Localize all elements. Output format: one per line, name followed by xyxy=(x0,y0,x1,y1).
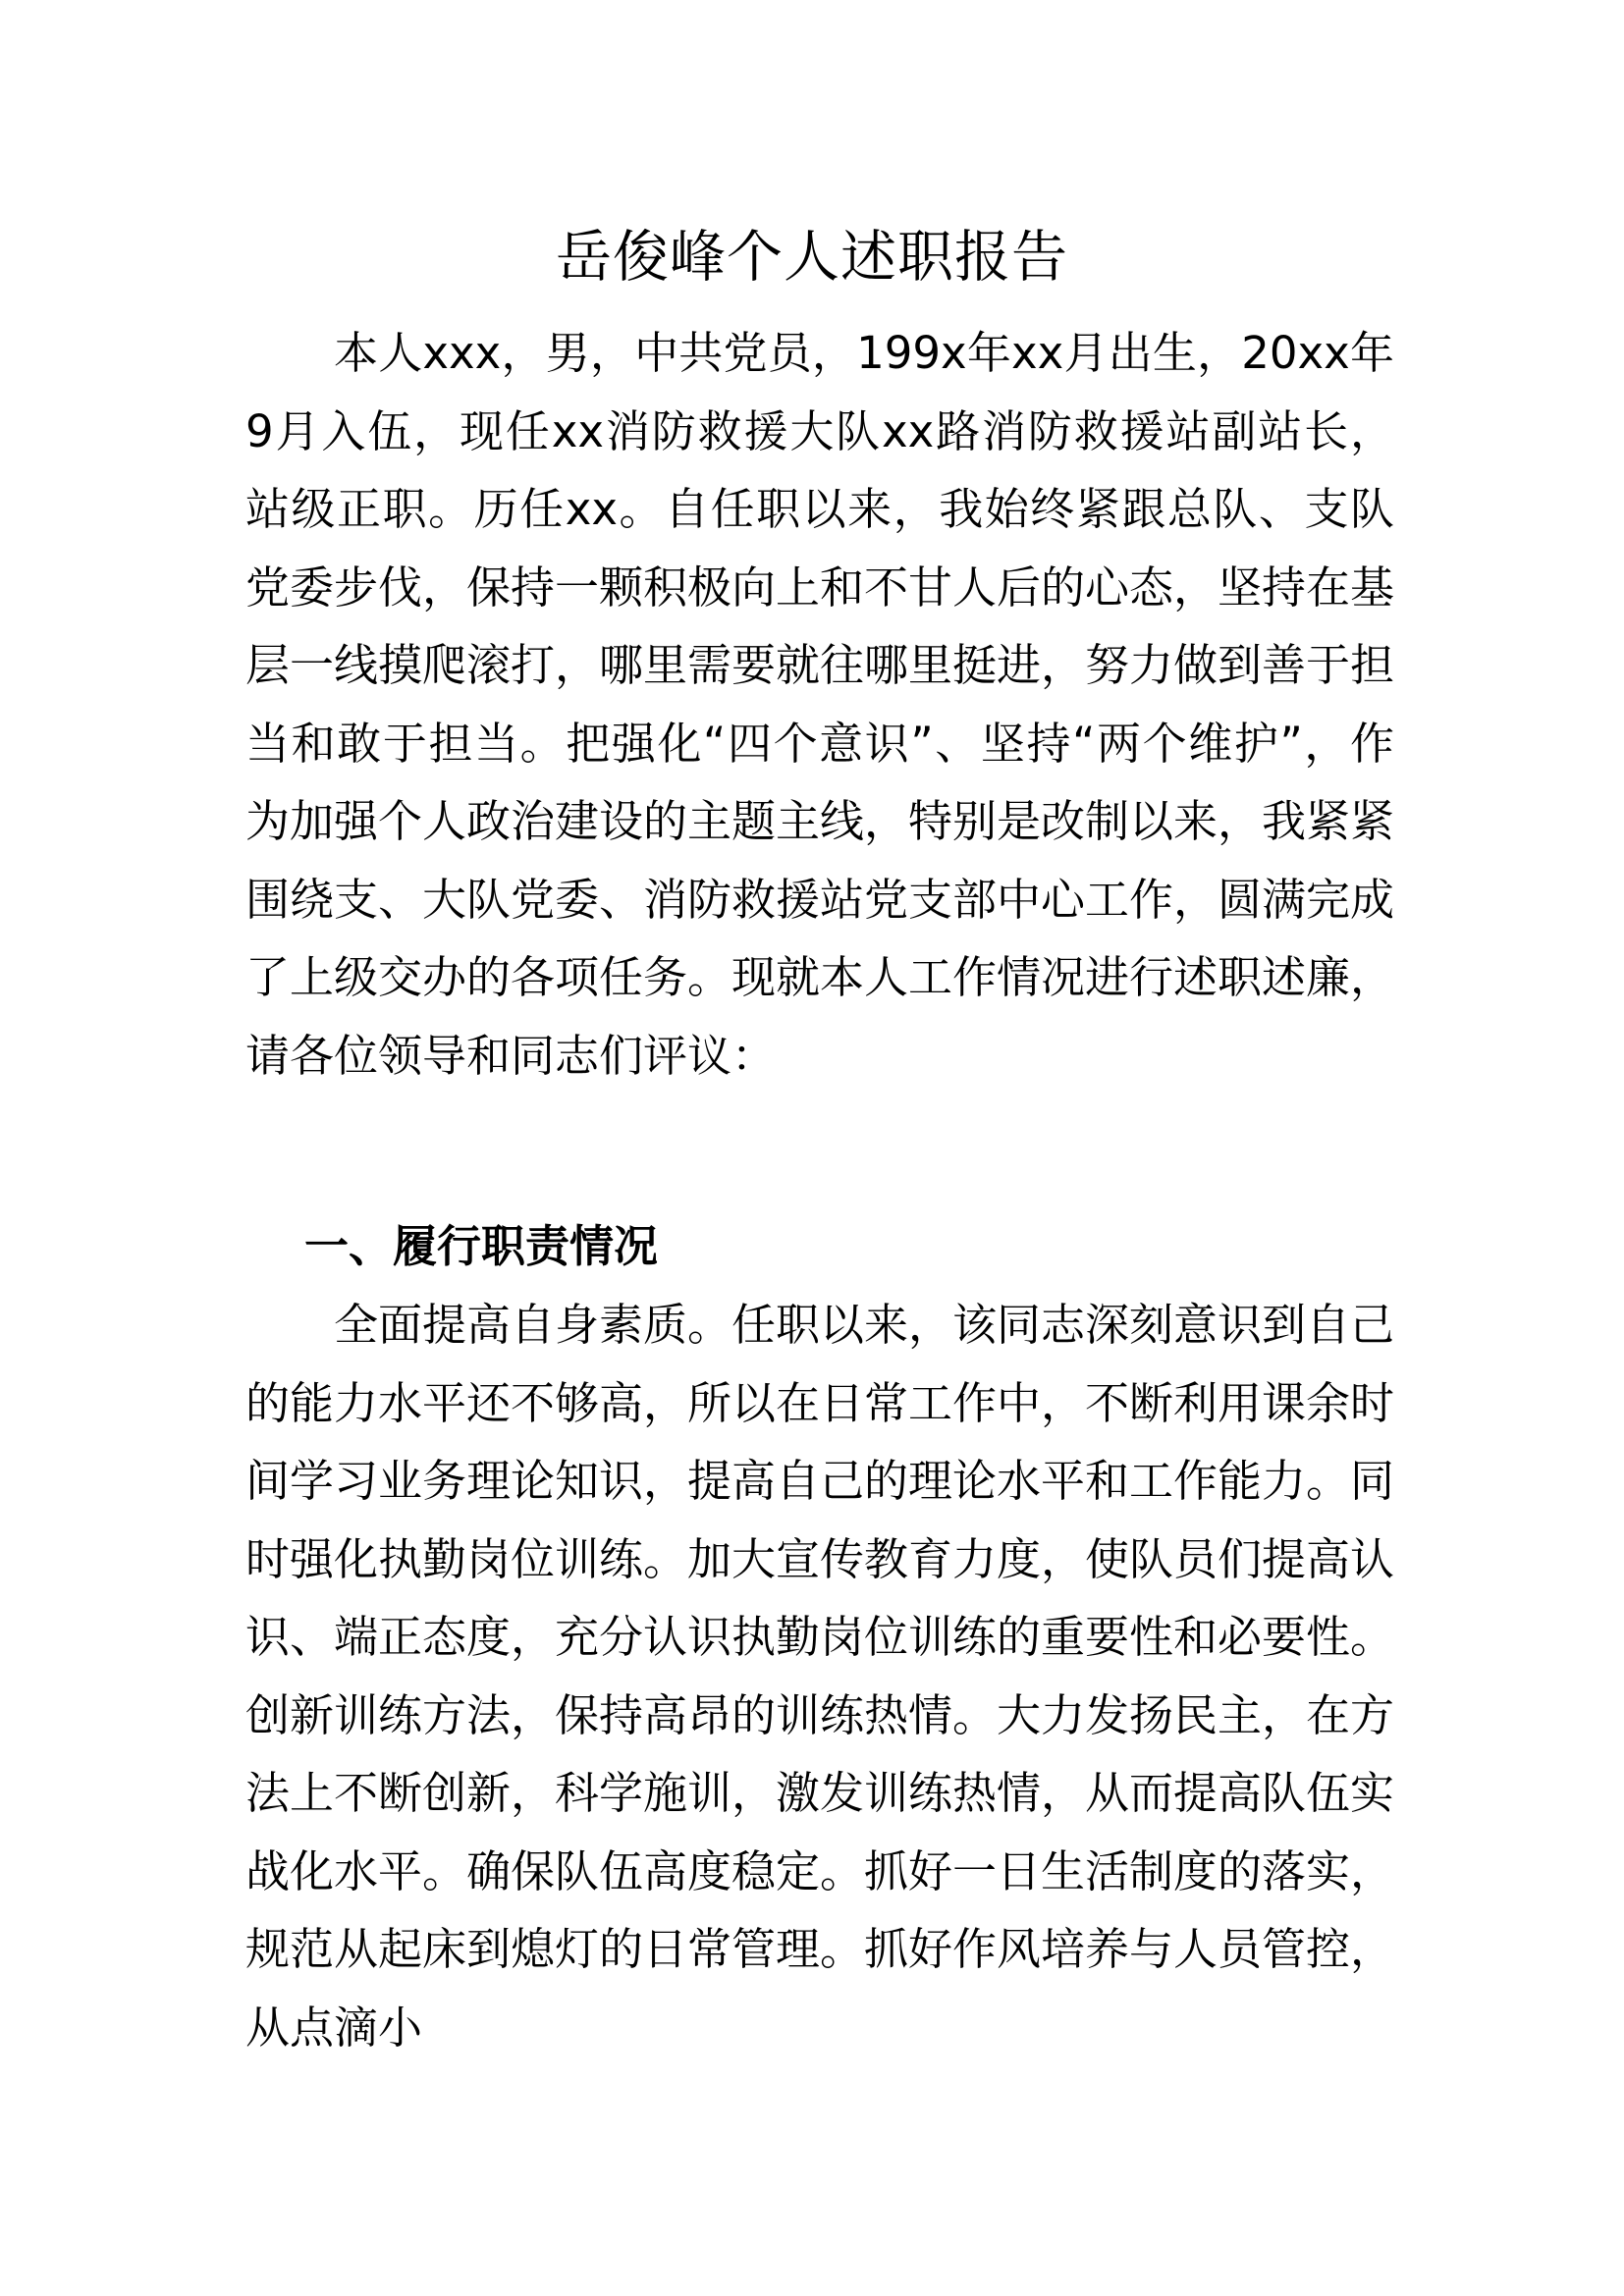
section-heading: 一、履行职责情况 xyxy=(304,1220,659,1272)
document-title: 岳俊峰个人述职报告 xyxy=(556,225,1068,290)
section-paragraph: 全面提高自身素质。任职以来，该同志深刻意识到自己的能力水平还不够高，所以在日常工作中，不断利用课余时间学习业务理论知识，提高自己的理论水平和工作能力。同时强化执勤岗位训练。加大宣传教育力度，使队员们提高认识、端正态度，充分认识执勤岗位训练的重要性和必要性。创新训练方法，保持高昂的训练热情。大力发扬民主，在方法上不断创新，科学施训，激发训练热情，从而提高队伍实战化水平。确保队伍高度稳定。抓好一日生活制度的落实，规范从起床到熄灯的日常管理。抓好作风培养与人员管控，从点滴小 xyxy=(245,1299,1395,2054)
intro-paragraph: 本人xxx，男，中共党员，199x年xx月出生，20xx年9月入伍，现任xx消防救援大队xx路消防救援站副站长，站级正职。历任xx。自任职以来，我始终紧跟总队、支队党委步伐，保持一颗积极向上和不甘人后的心态，坚持在基层一线摸爬滚打，哪里需要就往哪里挺进，努力做到善于担当和敢于担当。把强化“四个意识”、坚持“两个维护”，作为加强个人政治建设的主题主线，特别是改制以来，我紧紧围绕支、大队党委、消防救援站党支部中心工作，圆满完成了上级交办的各项任务。现就本人工作情况进行述职述廉，请各位领导和同志们评议： xyxy=(245,327,1395,1082)
